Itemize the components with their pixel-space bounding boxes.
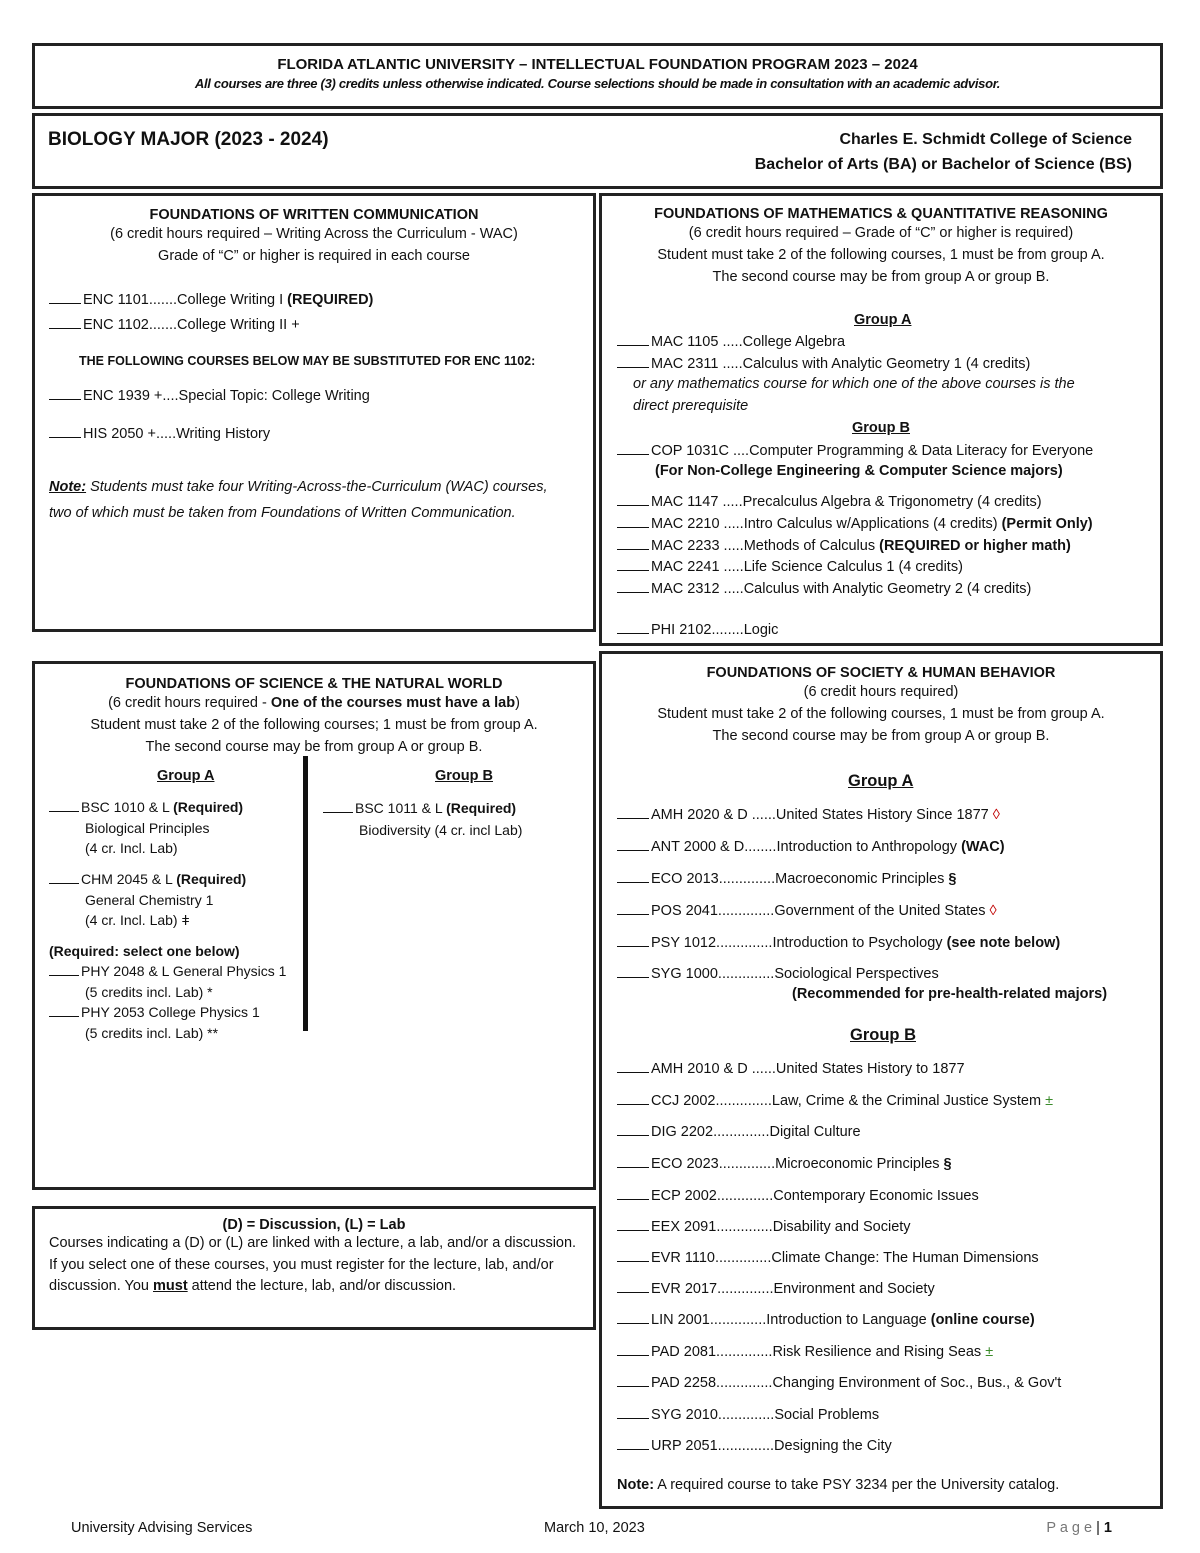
society-note: [617, 1477, 1059, 1493]
course-code: MAC 2241: [651, 559, 720, 575]
course-name: Sociological Perspectives: [774, 966, 939, 982]
math-req1: (6 credit hours required – Grade of “C” or higher is required): [688, 225, 1074, 241]
course-row: [617, 1406, 879, 1423]
note-text: A required course to take PSY 3234 per the University catalog.: [654, 1477, 1060, 1493]
course-row: [49, 963, 286, 979]
course-code: DIG 2202: [651, 1124, 714, 1140]
science-req2: Student must take 2 of the following courses; 1 must be from group A.: [90, 717, 538, 733]
course-code: AMH 2020 & D: [651, 807, 748, 823]
checkbox-blank[interactable]: [617, 1218, 649, 1231]
course-name: College Writing II +: [177, 317, 300, 333]
course-name: Risk Resilience and Rising Seas: [772, 1344, 986, 1360]
checkbox-blank[interactable]: [617, 1343, 649, 1356]
footer-date: March 10, 2023: [544, 1520, 645, 1536]
course-credits: (4 cr. Incl. Lab): [85, 840, 178, 856]
course-name: Introduction to Language: [766, 1312, 931, 1328]
course-name: Logic: [743, 622, 779, 638]
course-code: ENC 1102: [83, 317, 149, 333]
course-row: [617, 621, 778, 638]
dots: ..............: [715, 1093, 772, 1109]
dots: ..............: [717, 903, 775, 919]
course-name: Calculus with Analytic Geometry 2 (4 credits): [743, 581, 1032, 597]
course-row: [617, 806, 1000, 823]
course-code: ANT 2000 & D: [651, 839, 745, 855]
checkbox-blank[interactable]: [617, 806, 649, 819]
course-code: EEX 2091: [651, 1219, 717, 1235]
course-code: POS 2041: [651, 903, 718, 919]
course-row: [617, 1155, 952, 1172]
course-code: AMH 2010 & D: [651, 1061, 748, 1077]
course-credits: (4 cr. Incl. Lab) ǂ: [85, 912, 190, 928]
math-b1-note: (For Non-College Engineering & Computer Science majors): [655, 463, 1063, 479]
checkbox-blank[interactable]: [617, 1249, 649, 1262]
course-code: HIS 2050 +: [83, 426, 156, 442]
course-row: [617, 1123, 861, 1140]
course-code: ENC 1101: [83, 292, 149, 308]
course-flag: (see note below): [946, 935, 1061, 951]
course-row: [49, 1004, 260, 1020]
checkbox-blank[interactable]: [49, 291, 81, 304]
checkbox-blank[interactable]: [617, 1311, 649, 1324]
course-name: Biological Principles: [85, 820, 210, 836]
checkbox-blank[interactable]: [617, 558, 649, 571]
course-row: [617, 558, 963, 575]
physics-heading: (Required: select one below): [49, 943, 240, 959]
dots: .......: [148, 317, 178, 333]
course-name: Designing the City: [774, 1438, 892, 1454]
course-flag: (online course): [930, 1312, 1035, 1328]
course-code: ENC 1939 +: [83, 388, 163, 404]
course-row: [617, 965, 939, 982]
symbol: ±: [985, 1344, 994, 1360]
course-name: Changing Environment of Soc., Bus., & Gov't: [772, 1375, 1062, 1391]
course-flag: (REQUIRED or higher math): [879, 538, 1071, 554]
course-code: ECP 2002: [651, 1188, 717, 1204]
science-title: FOUNDATIONS OF SCIENCE & THE NATURAL WORLD: [125, 676, 503, 692]
course-row: [617, 902, 997, 919]
course-name: Methods of Calculus: [743, 538, 880, 554]
course-row: [617, 1343, 993, 1360]
checkbox-blank[interactable]: [617, 1060, 649, 1073]
course-code: MAC 2312: [651, 581, 720, 597]
course-name: Special Topic: College Writing: [178, 388, 370, 404]
course-code: MAC 2233: [651, 538, 720, 554]
dots: ..............: [709, 1312, 767, 1328]
dots: ..............: [716, 935, 773, 951]
course-name: Law, Crime & the Criminal Justice System: [771, 1093, 1046, 1109]
legend-title: (D) = Discussion, (L) = Lab: [222, 1217, 406, 1233]
course-row: [49, 799, 243, 815]
checkbox-blank[interactable]: [617, 621, 649, 634]
course-row: [617, 1060, 965, 1077]
header-box: [32, 43, 1163, 109]
course-name: Introduction to Anthropology: [776, 839, 962, 855]
course-name: Disability and Society: [772, 1219, 911, 1235]
dots: ........: [744, 839, 777, 855]
science-group-a: Group A: [157, 768, 215, 784]
society-group-a: Group A: [848, 772, 914, 790]
course-flag: (Required): [173, 799, 244, 815]
society-group-b: Group B: [850, 1026, 916, 1044]
society-req2: Student must take 2 of the following courses, 1 must be from group A.: [657, 706, 1105, 722]
dots: ....: [162, 388, 179, 404]
course-row: [617, 580, 1031, 597]
course-name: Computer Programming & Data Literacy for Everyone: [749, 443, 1094, 459]
checkbox-blank[interactable]: [49, 871, 79, 884]
course-name: Social Problems: [774, 1407, 880, 1423]
degree-name: Bachelor of Arts (BA) or Bachelor of Science (BS): [754, 156, 1132, 173]
dots: .....: [722, 356, 743, 372]
course-flag: (WAC): [961, 839, 1005, 855]
note-label: Note:: [49, 479, 87, 495]
page-number: 1: [1103, 1520, 1112, 1536]
symbol: §: [943, 1156, 952, 1172]
page-label: P a g e: [1046, 1520, 1093, 1536]
math-req3: The second course may be from group A or group B.: [712, 269, 1050, 285]
checkbox-blank[interactable]: [617, 537, 649, 550]
dots: .....: [155, 426, 177, 442]
checkbox-blank[interactable]: [617, 1437, 649, 1450]
course-row: [49, 291, 373, 308]
math-title: FOUNDATIONS OF MATHEMATICS & QUANTITATIVE REASONING: [654, 206, 1108, 222]
checkbox-blank[interactable]: [617, 1123, 649, 1136]
checkbox-blank[interactable]: [617, 1155, 649, 1168]
req-text: ): [515, 695, 520, 711]
note-text: Students must take four Writing-Across-the-Curriculum (WAC) courses, two of which must be taken from Foundations of Written Communication.: [49, 479, 548, 521]
science-group-b: Group B: [435, 768, 493, 784]
course-code: CHM 2045 & L: [81, 871, 177, 887]
dots: ....: [732, 443, 750, 459]
dots: ..............: [716, 1219, 773, 1235]
course-name: Life Science Calculus 1 (4 credits): [743, 559, 963, 575]
math-req2: Student must take 2 of the following courses, 1 must be from group A.: [657, 247, 1105, 263]
dots: ..............: [717, 1407, 775, 1423]
checkbox-blank[interactable]: [49, 316, 81, 329]
program-title: FLORIDA ATLANTIC UNIVERSITY – INTELLECTUAL FOUNDATION PROGRAM 2023 – 2024: [277, 56, 918, 73]
course-code: PHY 2048 & L General Physics 1: [81, 963, 287, 979]
symbol: ±: [1045, 1093, 1054, 1109]
course-code: MAC 1105: [651, 334, 719, 350]
course-code: ECO 2013: [651, 871, 719, 887]
course-name: United States History Since 1877: [775, 807, 993, 823]
course-name: Contemporary Economic Issues: [773, 1188, 979, 1204]
checkbox-blank[interactable]: [49, 387, 81, 400]
course-row: [617, 333, 845, 350]
checkbox-blank[interactable]: [49, 799, 79, 812]
course-code: PAD 2081: [651, 1344, 717, 1360]
course-row: [617, 1092, 1053, 1109]
course-name: Precalculus Algebra & Trigonometry (4 credits): [742, 494, 1042, 510]
course-code: PAD 2258: [651, 1375, 717, 1391]
course-name: Digital Culture: [769, 1124, 861, 1140]
legend-text-a: Courses indicating a (D) or (L) are linked with a lecture, a lab, and/or a discussion. If you select one of these courses, you must register for the lecture, lab, and/or discussion. You: [49, 1235, 577, 1294]
society-box: [599, 651, 1163, 1509]
science-req3: The second course may be from group A or group B.: [145, 739, 483, 755]
course-row: [617, 1437, 892, 1454]
course-row: [617, 1374, 1061, 1391]
written-req2: Grade of “C” or higher is required in each course: [158, 248, 470, 264]
note-label: Note:: [617, 1477, 655, 1493]
course-name: General Chemistry 1: [85, 892, 214, 908]
course-code: PHY 2053 College Physics 1: [81, 1004, 260, 1020]
checkbox-blank[interactable]: [617, 442, 649, 455]
dots: ..............: [713, 1124, 770, 1140]
course-code: COP 1031C: [651, 443, 729, 459]
written-req1: (6 credit hours required – Writing Across the Curriculum - WAC): [110, 226, 518, 242]
dots: ......: [747, 807, 776, 823]
course-name: Macroeconomic Principles: [775, 871, 949, 887]
symbol: ◊: [989, 903, 997, 919]
course-credits: (5 credits incl. Lab) **: [85, 1025, 219, 1041]
course-note: (Recommended for pre-health-related majors): [792, 986, 1108, 1002]
dots: ..............: [716, 1344, 773, 1360]
dots: .....: [723, 559, 744, 575]
dots: ..............: [716, 1188, 774, 1204]
course-code: MAC 2210: [651, 516, 720, 532]
course-row: [49, 316, 300, 333]
checkbox-blank[interactable]: [617, 515, 649, 528]
checkbox-blank[interactable]: [617, 333, 649, 346]
course-credits: (5 credits incl. Lab) *: [85, 984, 213, 1000]
course-row: [617, 870, 956, 887]
course-name: College Algebra: [742, 334, 846, 350]
checkbox-blank[interactable]: [617, 1374, 649, 1387]
course-row: [49, 425, 270, 442]
symbol: §: [948, 871, 957, 887]
course-code: EVR 1110: [651, 1250, 715, 1266]
course-code: BSC 1010 & L: [81, 799, 174, 815]
course-name: Microeconomic Principles: [775, 1156, 944, 1172]
course-name: Intro Calculus w/Applications (4 credits): [743, 516, 1002, 532]
course-row: [617, 1218, 911, 1235]
course-row: [49, 387, 370, 404]
course-flag: (Required): [176, 871, 247, 887]
checkbox-blank[interactable]: [617, 493, 649, 506]
course-code: SYG 2010: [651, 1407, 718, 1423]
course-code: BSC 1011 & L: [355, 800, 447, 816]
course-name: Government of the United States: [774, 903, 990, 919]
course-row: [617, 442, 1093, 459]
mathematics-box: [599, 193, 1163, 646]
written-communication-box: [32, 193, 596, 632]
course-code: EVR 2017: [651, 1281, 718, 1297]
dots: ..............: [717, 1438, 775, 1454]
course-row: [617, 1311, 1035, 1328]
legend-text: [35, 1233, 593, 1298]
checkbox-blank[interactable]: [617, 1280, 649, 1293]
dots: .....: [723, 516, 744, 532]
course-flag: (REQUIRED): [287, 292, 374, 308]
course-code: ECO 2023: [651, 1156, 719, 1172]
course-code: PSY 1012: [651, 935, 717, 951]
course-name: United States History to 1877: [775, 1061, 965, 1077]
legend-must: must: [153, 1278, 188, 1294]
math-a-note-2: direct prerequisite: [633, 398, 749, 414]
course-code: MAC 1147: [651, 494, 719, 510]
checkbox-blank[interactable]: [49, 1004, 79, 1017]
course-name: Introduction to Psychology: [772, 935, 947, 951]
req-text: (6 credit hours required -: [108, 695, 271, 711]
course-name: Calculus with Analytic Geometry 1 (4 credits): [742, 356, 1031, 372]
checkbox-blank[interactable]: [617, 1406, 649, 1419]
written-note: [49, 475, 549, 526]
science-req1: [35, 692, 593, 714]
course-row: [617, 537, 1071, 554]
course-row: [617, 1249, 1039, 1266]
course-name: College Writing I: [177, 292, 288, 308]
course-code: MAC 2311: [651, 356, 719, 372]
society-title: FOUNDATIONS OF SOCIETY & HUMAN BEHAVIOR: [706, 665, 1056, 681]
checkbox-blank[interactable]: [617, 870, 649, 883]
major-box: [32, 113, 1163, 189]
symbol: ◊: [992, 807, 1000, 823]
checkbox-blank[interactable]: [617, 580, 649, 593]
course-row: [323, 800, 516, 816]
dots: ..............: [717, 966, 775, 982]
course-name: Climate Change: The Human Dimensions: [771, 1250, 1039, 1266]
footer-page: [1046, 1520, 1112, 1536]
course-row: [49, 871, 246, 887]
checkbox-blank[interactable]: [617, 902, 649, 915]
checkbox-blank[interactable]: [323, 800, 353, 813]
legend-box: [32, 1206, 596, 1330]
dots: ..............: [714, 1250, 772, 1266]
substitution-heading: THE FOLLOWING COURSES BELOW MAY BE SUBSTITUTED FOR ENC 1102:: [79, 354, 536, 368]
course-row: [617, 493, 1042, 510]
course-code: SYG 1000: [651, 966, 718, 982]
math-a-note: or any mathematics course for which one of the above courses is the: [633, 376, 1075, 392]
course-row: [617, 515, 1093, 532]
group-divider: [303, 756, 308, 1031]
checkbox-blank[interactable]: [617, 355, 649, 368]
checkbox-blank[interactable]: [617, 934, 649, 947]
course-name: Writing History: [176, 426, 271, 442]
course-code: CCJ 2002: [651, 1093, 716, 1109]
course-name: Environment and Society: [773, 1281, 935, 1297]
college-name: Charles E. Schmidt College of Science: [839, 131, 1132, 148]
course-row: [617, 934, 1060, 951]
course-name: Biodiversity (4 cr. incl Lab): [359, 822, 523, 838]
society-req1: (6 credit hours required): [803, 684, 959, 700]
society-req3: The second course may be from group A or group B.: [712, 728, 1050, 744]
req-emphasis: One of the courses must have a lab: [270, 695, 516, 711]
course-row: [617, 838, 1005, 855]
checkbox-blank[interactable]: [617, 1187, 649, 1200]
major-title: BIOLOGY MAJOR (2023 - 2024): [48, 129, 329, 150]
dots: ......: [747, 1061, 776, 1077]
dots: .....: [723, 538, 744, 554]
program-subtitle: All courses are three (3) credits unless otherwise indicated. Course selections should be made in consultation with an academic advisor.: [194, 76, 1001, 91]
checkbox-blank[interactable]: [617, 965, 649, 978]
dots: .....: [722, 494, 743, 510]
dots: ..............: [718, 871, 776, 887]
footer-left: University Advising Services: [71, 1520, 253, 1536]
course-row: [617, 1280, 935, 1297]
written-title: FOUNDATIONS OF WRITTEN COMMUNICATION: [149, 207, 479, 223]
dots: ..............: [717, 1281, 774, 1297]
dots: ..............: [716, 1375, 773, 1391]
checkbox-blank[interactable]: [617, 838, 649, 851]
science-box: [32, 661, 596, 1190]
course-flag: (Required): [446, 800, 517, 816]
dots: .....: [722, 334, 743, 350]
dots: .....: [723, 581, 744, 597]
dots: .......: [148, 292, 178, 308]
course-code: PHI 2102: [651, 622, 712, 638]
course-flag: (Permit Only): [1001, 516, 1093, 532]
course-row: [617, 355, 1030, 372]
course-row: [617, 1187, 979, 1204]
dots: ..............: [718, 1156, 776, 1172]
checkbox-blank[interactable]: [49, 963, 79, 976]
math-group-b: Group B: [852, 420, 910, 436]
dots: ........: [711, 622, 744, 638]
math-group-a: Group A: [854, 312, 912, 328]
legend-text-b: attend the lecture, lab, and/or discussion.: [187, 1278, 457, 1294]
course-code: URP 2051: [651, 1438, 718, 1454]
page-separator: |: [1096, 1520, 1100, 1536]
checkbox-blank[interactable]: [49, 425, 81, 438]
course-code: LIN 2001: [651, 1312, 710, 1328]
checkbox-blank[interactable]: [617, 1092, 649, 1105]
